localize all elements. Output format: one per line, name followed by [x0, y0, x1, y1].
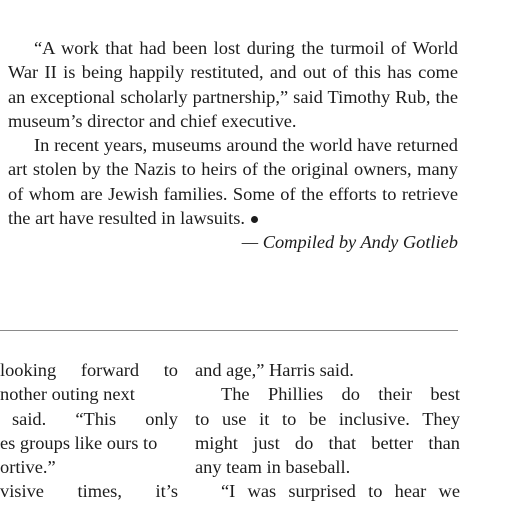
quote-paragraph: “A work that had been lost during the turmoil of World War II is being happily restituted, and out of this has come an exceptional scholarly partnership,” said Timothy Rub, the museum’s director and chief executive. — [8, 38, 458, 131]
right-column-line: and age,” Harris said. — [195, 360, 354, 380]
left-column-line: looking forward to — [0, 360, 178, 380]
left-column-line: nother outing next — [0, 384, 135, 405]
left-column — [0, 358, 178, 504]
right-column-line: “I was surprised to hear we — [221, 481, 460, 502]
article-ending — [8, 36, 458, 255]
end-of-article-bullet-icon — [251, 216, 258, 223]
context-paragraph — [8, 133, 458, 230]
left-column-line: ortive.” — [0, 457, 56, 478]
right-column — [195, 358, 460, 504]
right-column-line: any team in baseball. — [195, 457, 351, 478]
byline: — Compiled by Andy Gotlieb — [241, 232, 458, 253]
right-column-line: might just do that better than — [195, 432, 460, 453]
right-column-line: to use it to be inclusive. They — [195, 408, 460, 429]
context-paragraph-text: In recent years, museums around the world have returned art stolen by the Nazis to heirs of the original owners, many of whom are Jewish families. Some of the efforts to retrieve the art have resulted in lawsuits. — [8, 135, 458, 229]
section-divider — [0, 330, 458, 331]
right-column-line: The Phillies do their best — [221, 384, 460, 405]
left-column-line: said. “This only — [12, 408, 178, 429]
left-column-line: es groups like ours to — [0, 432, 158, 453]
left-column-line: visive times, it’s — [0, 481, 178, 502]
